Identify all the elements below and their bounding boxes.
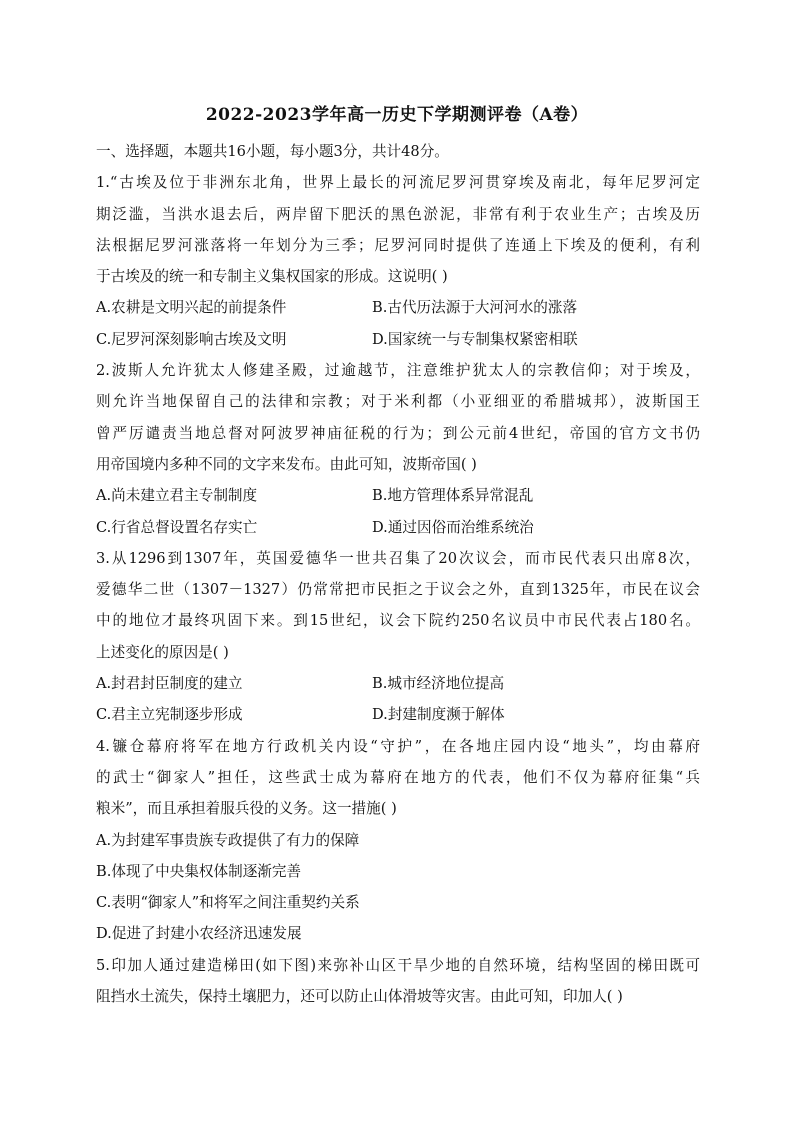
question-2-option-c[interactable]: C.行省总督设置名存实亡 xyxy=(96,518,258,536)
question-3-line-2: 爱德华二世（1307－1327）仍常常把市民拒之于议会之外，直到1325年，市民在议会 xyxy=(96,581,700,599)
question-5 xyxy=(96,950,700,1013)
question-4-line-1: 4.镰仓幕府将军在地方行政机关内设“守护”，在各地庄园内设“地头”，均由幕府 xyxy=(96,737,700,755)
question-1-option-b[interactable]: B.古代历法源于大河河水的涨落 xyxy=(372,299,578,317)
question-4-option-d[interactable]: D.促进了封建小农经济迅速发展 xyxy=(96,925,302,943)
question-1-line-3: 法根据尼罗河涨落将一年划分为三季；尼罗河同时提供了连通上下埃及的便利，有利 xyxy=(96,236,700,254)
exam-title: 2022-2023学年高一历史下学期测评卷（A卷） xyxy=(205,105,589,125)
question-2-options-row-1 xyxy=(96,480,700,511)
question-3-line-1: 3.从1296到1307年，英国爱德华一世共召集了20次议会，而市民代表只出席8次， xyxy=(96,549,700,567)
question-1-line-4: 于古埃及的统一和专制主义集权国家的形成。这说明( ) xyxy=(96,268,448,286)
question-4-option-c[interactable]: C.表明“御家人”和将军之间注重契约关系 xyxy=(96,894,360,912)
question-5-line-2: 阻挡水土流失，保持土壤肥力，还可以防止山体滑坡等灾害。由此可知，印加人( ) xyxy=(96,988,623,1006)
question-2-option-d[interactable]: D.通过因俗而治维系统治 xyxy=(372,518,534,536)
question-3-option-b[interactable]: B.城市经济地位提高 xyxy=(372,675,505,693)
question-1-options-row-2 xyxy=(96,324,700,355)
question-3-option-c[interactable]: C.君主立宪制逐步形成 xyxy=(96,706,243,724)
question-1 xyxy=(96,167,700,355)
question-1-line-1: 1.“古埃及位于非洲东北角，世界上最长的河流尼罗河贯穿埃及南北，每年尼罗河定 xyxy=(96,174,700,192)
question-2-line-2: 则允许当地保留自己的法律和宗教；对于米利都（小亚细亚的希腊城邦），波斯国王 xyxy=(96,393,700,411)
question-2 xyxy=(96,355,700,543)
question-4-option-b[interactable]: B.体现了中央集权体制逐渐完善 xyxy=(96,862,302,880)
exam-content xyxy=(96,136,700,1012)
question-2-option-b[interactable]: B.地方管理体系异常混乱 xyxy=(372,487,534,505)
question-5-line-1: 5.印加人通过建造梯田(如下图)来弥补山区干旱少地的自然环境，结构坚固的梯田既可 xyxy=(96,956,700,974)
section-header: 一、选择题，本题共16小题，每小题3分，共计48分。 xyxy=(96,143,449,160)
question-3-line-3: 中的地位才最终巩固下来。到15世纪，议会下院约250名议员中市民代表占180名。 xyxy=(96,612,700,630)
question-1-option-d[interactable]: D.国家统一与专制集权紧密相联 xyxy=(372,330,578,348)
question-3-options-row-2 xyxy=(96,699,700,730)
question-3-line-4: 上述变化的原因是( ) xyxy=(96,643,229,661)
question-2-option-a[interactable]: A.尚未建立君主专制制度 xyxy=(96,487,258,505)
question-3-options-row-1 xyxy=(96,668,700,699)
question-2-line-4: 用帝国境内多种不同的文字来发布。由此可知，波斯帝国( ) xyxy=(96,455,477,473)
question-3-option-d[interactable]: D.封建制度濒于解体 xyxy=(372,706,505,724)
question-3-option-a[interactable]: A.封君封臣制度的建立 xyxy=(96,675,243,693)
question-1-line-2: 期泛滥，当洪水退去后，两岸留下肥沃的黑色淤泥，非常有利于农业生产；古埃及历 xyxy=(96,205,700,223)
question-1-option-c[interactable]: C.尼罗河深刻影响古埃及文明 xyxy=(96,330,287,348)
question-4-option-a[interactable]: A.为封建军事贵族专政提供了有力的保障 xyxy=(96,831,360,849)
question-4-line-2: 的武士“御家人”担任，这些武士成为幕府在地方的代表，他们不仅为幕府征集“兵 xyxy=(96,768,700,786)
question-1-options-row-1 xyxy=(96,292,700,323)
question-3 xyxy=(96,543,700,731)
question-4 xyxy=(96,731,700,950)
question-2-line-1: 2.波斯人允许犹太人修建圣殿，过逾越节，注意维护犹太人的宗教信仰；对于埃及， xyxy=(96,362,700,380)
question-2-line-3: 曾严厉谴责当地总督对阿波罗神庙征税的行为；到公元前4世纪，帝国的官方文书仍 xyxy=(96,424,700,442)
question-1-option-a[interactable]: A.农耕是文明兴起的前提条件 xyxy=(96,299,287,317)
question-4-line-3: 粮米”，而且承担着服兵役的义务。这一措施( ) xyxy=(96,800,397,818)
question-2-options-row-2 xyxy=(96,512,700,543)
